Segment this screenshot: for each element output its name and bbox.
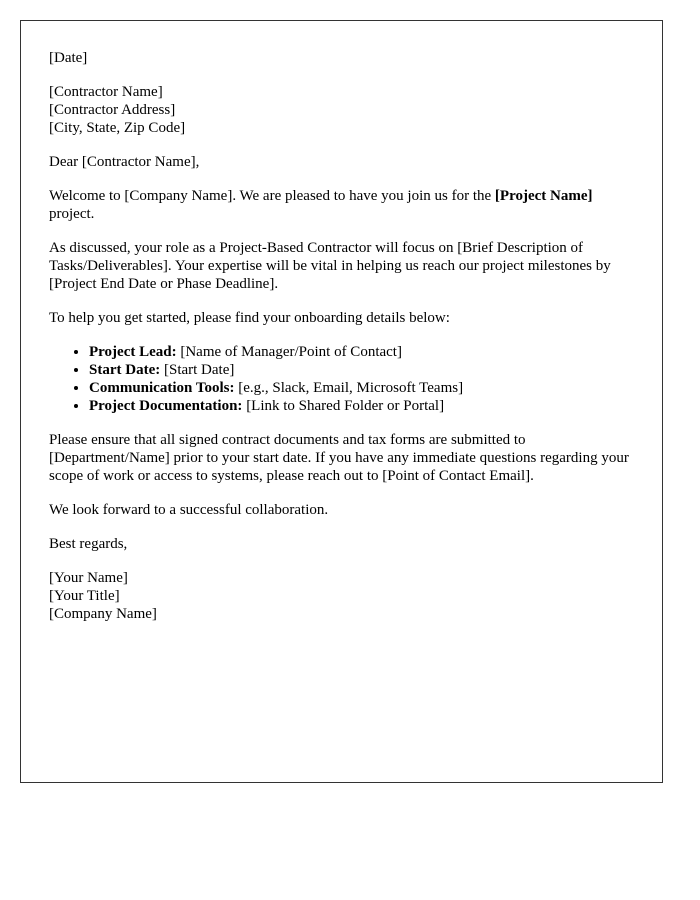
detail-label: Project Documentation:: [89, 398, 243, 414]
documents-paragraph: Please ensure that all signed contract documents and tax forms are submitted to [Department/Name] prior to your start date. If you have any immediate questions regarding your scope of work or access to systems, please reach out to [Point of Contact Email].: [49, 432, 629, 484]
onboarding-intro: To help you get started, please find your onboarding details below:: [49, 310, 450, 326]
welcome-text-end: project.: [49, 206, 95, 222]
detail-label: Start Date:: [89, 362, 161, 378]
recipient-name: [Contractor Name]: [49, 84, 163, 100]
detail-value: [Link to Shared Folder or Portal]: [242, 398, 445, 414]
project-name: [Project Name]: [494, 188, 593, 204]
welcome-text: Welcome to [Company Name]. We are pleased to have you join us for the: [49, 188, 495, 204]
letter: [20, 20, 663, 783]
list-item: [89, 361, 634, 379]
welcome-paragraph: [49, 187, 634, 223]
detail-value: [e.g., Slack, Email, Microsoft Teams]: [234, 380, 464, 396]
detail-label: Communication Tools:: [89, 380, 235, 396]
list-item: [89, 379, 634, 397]
signature-company: [Company Name]: [49, 606, 157, 622]
detail-value: [Start Date]: [160, 362, 235, 378]
recipient-block: [49, 83, 634, 137]
closing: Best regards,: [49, 536, 128, 552]
role-paragraph: As discussed, your role as a Project-Based Contractor will focus on [Brief Description of Tasks/Deliverables]. Your expertise will be vital in helping us reach our project milestones by [Project End Date or Phase Deadline].: [49, 240, 611, 292]
date: [Date]: [49, 50, 88, 66]
signature-block: [49, 569, 634, 623]
closing-line: We look forward to a successful collaboration.: [49, 502, 329, 518]
detail-value: [Name of Manager/Point of Contact]: [176, 344, 402, 360]
list-item: [89, 397, 634, 415]
salutation: Dear [Contractor Name],: [49, 154, 200, 170]
detail-label: Project Lead:: [89, 344, 177, 360]
signature-name: [Your Name]: [49, 570, 128, 586]
onboarding-details-list: [49, 343, 634, 415]
list-item: [89, 343, 634, 361]
signature-title: [Your Title]: [49, 588, 120, 604]
recipient-address: [Contractor Address]: [49, 102, 176, 118]
recipient-city: [City, State, Zip Code]: [49, 120, 186, 136]
